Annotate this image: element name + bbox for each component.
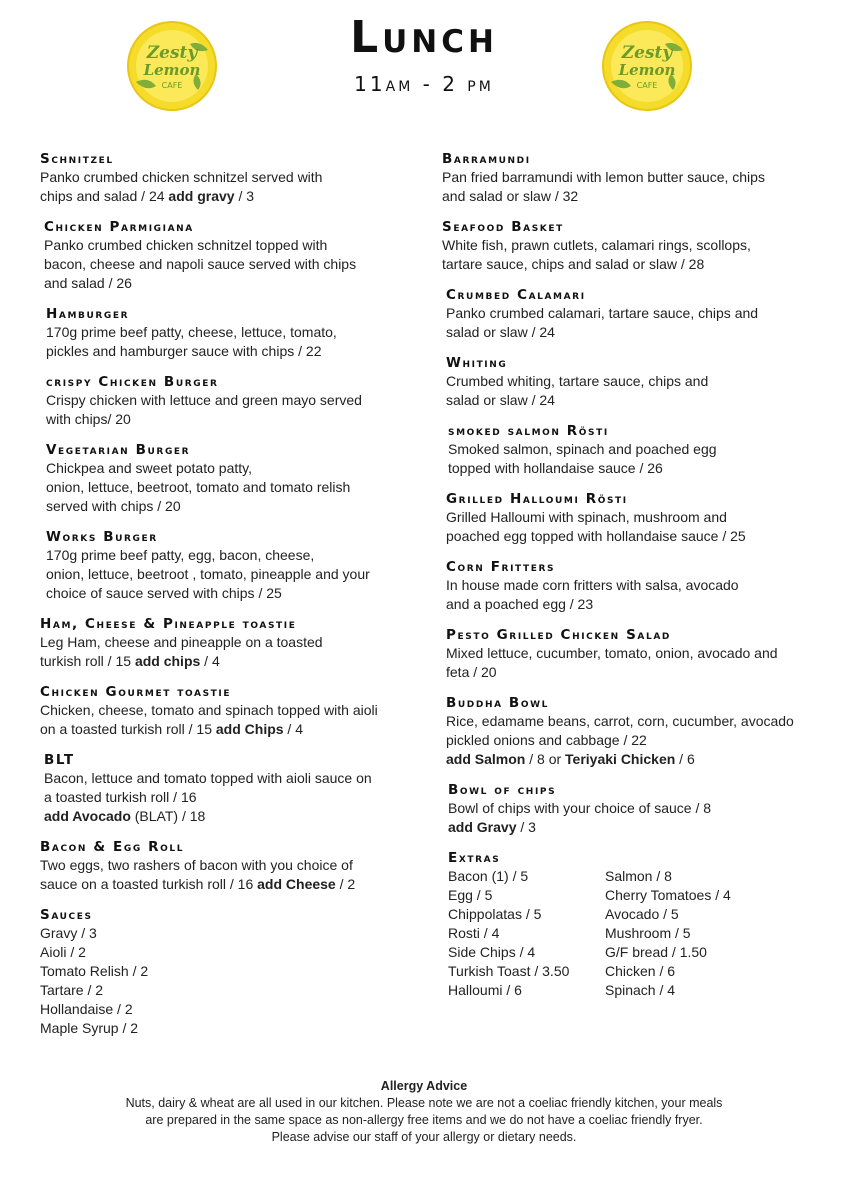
- menu-item-name: Seafood Basket: [442, 219, 564, 235]
- extra-item: Cherry Tomatoes / 4: [605, 887, 731, 903]
- description-line: Bacon, lettuce and tomato topped with aioli sauce on: [44, 770, 372, 786]
- description-line: 170g prime beef patty, cheese, lettuce, tomato,: [46, 324, 337, 340]
- menu-item-description: [46, 459, 410, 516]
- extra-item: Spinach / 4: [605, 982, 676, 998]
- extra-item: Halloumi / 6: [448, 982, 522, 998]
- description-line: pickled onions and cabbage / 22: [446, 732, 647, 748]
- description-line: turkish roll / 15: [40, 653, 135, 669]
- description-line: feta / 20: [446, 664, 497, 680]
- page-title: Lunch: [350, 12, 498, 63]
- extra-item: Chicken / 6: [605, 963, 676, 979]
- add-on-label: add chips: [134, 653, 201, 669]
- menu-item-description: [446, 576, 812, 614]
- add-on-label: add Chips: [215, 721, 284, 737]
- extra-item: Avocado / 5: [605, 906, 679, 922]
- description-line: Pan fried barramundi with lemon butter sauce, chips: [442, 169, 765, 185]
- description-line: poached egg topped with hollandaise sauce / 25: [446, 528, 746, 544]
- description-line: and salad or slaw / 32: [442, 188, 579, 204]
- add-on-label: add Salmon: [446, 751, 526, 767]
- svg-text:CAFE: CAFE: [636, 81, 658, 90]
- add-on-price: / 3: [234, 188, 255, 204]
- menu-item: [442, 286, 812, 342]
- description-line: Crispy chicken with lettuce and green mayo served: [46, 392, 362, 408]
- description-line: Grilled Halloumi with spinach, mushroom and: [446, 509, 727, 525]
- svg-text:CAFE: CAFE: [161, 81, 183, 90]
- description-line: Rice, edamame beans, carrot, corn, cucumber, avocado: [446, 713, 794, 729]
- svg-text:Zesty: Zesty: [621, 43, 673, 63]
- menu-item-name: Whiting: [446, 355, 508, 371]
- lunch-hours: 11am - 2 pm: [354, 72, 494, 96]
- menu-item: [442, 558, 812, 614]
- menu-item-name: Schnitzel: [40, 151, 114, 167]
- menu-item-name: crispy Chicken Burger: [46, 374, 219, 390]
- description-line: White fish, prawn cutlets, calamari rings, scollops,: [442, 237, 751, 253]
- menu-item: [442, 354, 812, 410]
- add-on-label: Teriyaki Chicken: [565, 751, 676, 767]
- menu-item-description: [448, 440, 812, 478]
- menu-item-description: [448, 799, 812, 837]
- menu-item-name: Corn Fritters: [446, 559, 556, 575]
- add-on-price: / 4: [200, 653, 220, 669]
- menu-item-description: [44, 769, 410, 826]
- menu-item: [442, 781, 812, 837]
- menu-item-name: Pesto Grilled Chicken Salad: [446, 627, 671, 643]
- description-line: Crumbed whiting, tartare sauce, chips and: [446, 373, 709, 389]
- sauce-item: Tartare / 2: [40, 982, 104, 998]
- description-line: Panko crumbed chicken schnitzel topped with: [44, 237, 328, 253]
- menu-item-name: Chicken Gourmet toastie: [40, 684, 232, 700]
- menu-item: [442, 422, 812, 478]
- menu-item-description: [46, 546, 410, 603]
- menu-item-name: Chicken Parmigiana: [44, 219, 194, 235]
- menu-item-name: Works Burger: [46, 529, 158, 545]
- menu-item: [40, 218, 410, 293]
- sauce-item: Maple Syrup / 2: [40, 1020, 139, 1036]
- menu-item-description: [446, 712, 812, 769]
- description-line: Two eggs, two rashers of bacon with you choice of: [40, 857, 353, 873]
- description-line: and salad / 26: [44, 275, 132, 291]
- menu-left-column: [40, 150, 410, 1050]
- menu-item: [442, 490, 812, 546]
- menu-item-description: [442, 168, 812, 206]
- add-on-price: (BLAT) / 18: [130, 808, 206, 824]
- menu-item: [40, 528, 410, 603]
- menu-item: [40, 751, 410, 826]
- menu-item-name: Ham, Cheese & Pineapple toastie: [40, 616, 297, 632]
- menu-item-name: Crumbed Calamari: [446, 287, 586, 303]
- menu-item: [40, 305, 410, 361]
- extra-item: Rosti / 4: [448, 925, 500, 941]
- sauce-item: Aioli / 2: [40, 944, 86, 960]
- menu-item-description: [40, 633, 410, 671]
- menu-item: [40, 683, 410, 739]
- menu-item-description: [446, 508, 812, 546]
- description-line: In house made corn fritters with salsa, avocado: [446, 577, 739, 593]
- menu-item-name: Bowl of chips: [448, 782, 557, 798]
- svg-text:Lemon: Lemon: [143, 61, 201, 79]
- menu-item: [40, 615, 410, 671]
- allergy-line: are prepared in the same space as non-allergy free items and we do not have a coeliac friendly fryer.: [145, 1113, 703, 1127]
- add-on-price: / 6: [675, 751, 695, 767]
- menu-item: [442, 218, 812, 274]
- sauce-item: Gravy / 3: [40, 925, 97, 941]
- description-line: with chips/ 20: [46, 411, 131, 427]
- description-line: onion, lettuce, beetroot, tomato and tomato relish: [46, 479, 351, 495]
- extras-list-col2: [605, 867, 762, 1000]
- menu-item-description: [446, 304, 812, 342]
- menu-item-name: Hamburger: [46, 306, 130, 322]
- extra-item: Side Chips / 4: [448, 944, 536, 960]
- menu-item-name: Grilled Halloumi Rösti: [446, 491, 628, 507]
- extra-item: Bacon (1) / 5: [448, 868, 529, 884]
- menu-item-description: [44, 236, 410, 293]
- description-line: Bowl of chips with your choice of sauce / 8: [448, 800, 712, 816]
- add-on-price: / 4: [283, 721, 304, 737]
- menu-item: [40, 441, 410, 516]
- add-on-price: / 2: [335, 876, 356, 892]
- description-line: topped with hollandaise sauce / 26: [448, 460, 663, 476]
- menu-item-name: Bacon & Egg Roll: [40, 839, 185, 855]
- description-line: Mixed lettuce, cucumber, tomato, onion, avocado and: [446, 645, 778, 661]
- description-line: onion, lettuce, beetroot , tomato, pineapple and your: [46, 566, 370, 582]
- description-line: a toasted turkish roll / 16: [44, 789, 197, 805]
- menu-item-description: [40, 168, 410, 206]
- menu-item: [40, 150, 410, 206]
- description-line: served with chips / 20: [46, 498, 181, 514]
- allergy-title: Allergy Advice: [380, 1079, 468, 1093]
- description-line: bacon, cheese and napoli sauce served with chips: [44, 256, 357, 272]
- extra-item: Salmon / 8: [605, 868, 672, 884]
- add-on-label: add gravy: [168, 188, 235, 204]
- add-on-label: add Avocado: [44, 808, 131, 824]
- allergy-line: Please advise our staff of your allergy or dietary needs.: [271, 1130, 577, 1144]
- sauce-item: Hollandaise / 2: [40, 1001, 133, 1017]
- menu-item: [40, 838, 410, 894]
- menu-item-description: [446, 644, 812, 682]
- allergy-advice: [0, 1078, 848, 1146]
- menu-item-description: [46, 391, 410, 429]
- extra-item: Mushroom / 5: [605, 925, 691, 941]
- description-line: pickles and hamburger sauce with chips / 22: [46, 343, 322, 359]
- sauce-item: Tomato Relish / 2: [40, 963, 149, 979]
- svg-text:Zesty: Zesty: [146, 43, 198, 63]
- description-line: 170g prime beef patty, egg, bacon, cheese,: [46, 547, 315, 563]
- extra-item: Chippolatas / 5: [448, 906, 542, 922]
- menu-item-description: [446, 372, 812, 410]
- description-line: choice of sauce served with chips / 25: [46, 585, 282, 601]
- add-on-label: add Gravy: [448, 819, 517, 835]
- description-line: Smoked salmon, spinach and poached egg: [448, 441, 717, 457]
- menu-item-name: smoked salmon Rösti: [448, 423, 609, 439]
- sauces-section: [40, 906, 410, 1038]
- menu-right-column: [442, 150, 812, 1012]
- description-line: Panko crumbed calamari, tartare sauce, chips and: [446, 305, 759, 321]
- description-line: Panko crumbed chicken schnitzel served with: [40, 169, 323, 185]
- menu-item-description: [442, 236, 812, 274]
- sauces-list: [40, 924, 410, 1038]
- description-line: chips and salad / 24: [40, 188, 169, 204]
- menu-item: [442, 626, 812, 682]
- description-line: salad or slaw / 24: [446, 392, 555, 408]
- description-line: sauce on a toasted turkish roll / 16: [40, 876, 258, 892]
- add-on-label: add Cheese: [257, 876, 336, 892]
- add-on-price: / 8 or: [525, 751, 566, 767]
- menu-item-name: Vegetarian Burger: [46, 442, 191, 458]
- description-line: Chickpea and sweet potato patty,: [46, 460, 252, 476]
- menu-item-description: [46, 323, 410, 361]
- description-line: tartare sauce, chips and salad or slaw / 28: [442, 256, 705, 272]
- description-line: salad or slaw / 24: [446, 324, 555, 340]
- menu-item-name: BLT: [44, 752, 75, 768]
- extra-item: Egg / 5: [448, 887, 493, 903]
- sauces-heading: Sauces: [40, 907, 93, 923]
- description-line: Leg Ham, cheese and pineapple on a toasted: [40, 634, 323, 650]
- menu-item: [40, 373, 410, 429]
- menu-item-description: [40, 701, 410, 739]
- menu-item-name: Buddha Bowl: [446, 695, 549, 711]
- add-on-price: / 3: [516, 819, 536, 835]
- menu-item-name: Barramundi: [442, 151, 531, 167]
- extras-list-col1: [448, 867, 605, 1000]
- extras-section: [442, 849, 812, 1000]
- menu-item-description: [40, 856, 410, 894]
- svg-text:Lemon: Lemon: [618, 61, 676, 79]
- description-line: on a toasted turkish roll / 15: [40, 721, 216, 737]
- description-line: Chicken, cheese, tomato and spinach topped with aioli: [40, 702, 378, 718]
- menu-item: [442, 694, 812, 769]
- extras-heading: Extras: [448, 850, 501, 866]
- extra-item: Turkish Toast / 3.50: [448, 963, 570, 979]
- allergy-line: Nuts, dairy & wheat are all used in our kitchen. Please note we are not a coeliac friendly kitchen, your meals: [125, 1096, 723, 1110]
- menu-item: [442, 150, 812, 206]
- description-line: and a poached egg / 23: [446, 596, 594, 612]
- extra-item: G/F bread / 1.50: [605, 944, 707, 960]
